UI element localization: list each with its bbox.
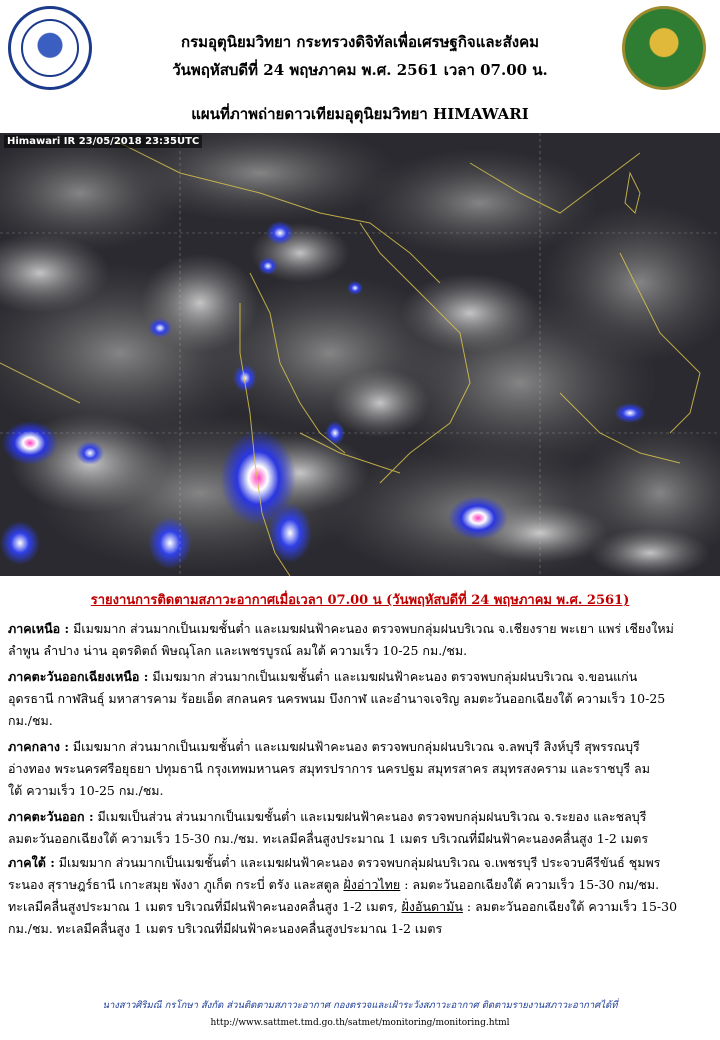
region-north-text-2: ลำพูน ลำปาง น่าน อุตรดิตถ์ พิษณุโลก และเพชรบูรณ์ ลมใต้ ความเร็ว 10-25 กม./ชม. [8, 643, 468, 658]
monitoring-url-link[interactable]: http://www.sattmet.tmd.go.th/satmet/monitoring/monitoring.html [210, 1018, 510, 1028]
region-east-text-2: ลมตะวันออกเฉียงใต้ ความเร็ว 15-30 กม./ชม. ทะเลมีคลื่นสูงประมาณ 1 เมตร บริเวณที่มีฝนฟ้าคะนองคลื่นสูง 1-2 เมตร [8, 831, 649, 846]
report-credit: นางสาวศิริมณี กรโกษา สังกัด ส่วนติดตามสภาวะอากาศ กองตรวจและเฝ้าระวังสภาวะอากาศ ติดตามรายงานสภาวะอากาศได้ที่ [102, 1000, 618, 1011]
region-south [8, 852, 712, 940]
header-organization: กรมอุตุนิยมวิทยา กระทรวงดิจิทัลเพื่อเศรษฐกิจและสังคม [180, 33, 540, 51]
region-east-label: ภาคตะวันออก : [8, 809, 94, 824]
region-north-text-1: มีเมฆมาก ส่วนมากเป็นเมฆชั้นต่ำ และเมฆฝนฟ้าคะนอง ตรวจพบกลุ่มฝนบริเวณ จ.เชียงราย พะเยา แพร่ เชียงใหม่ [69, 621, 674, 636]
region-south-text-2a: ระนอง สุราษฎร์ธานี เกาะสมุย พังงา ภูเก็ต กระบี่ ตรัง และสตูล [8, 877, 344, 892]
region-central-text-2: อ่างทอง พระนครศรีอยุธยา ปทุมธานี กรุงเทพมหานคร สมุทรปราการ นครปฐม สมุทรสาคร สมุทรสงคราม และราชบุรี ลม [8, 761, 650, 776]
andaman-sea-label: ฝั่งอันดามัน [401, 899, 463, 914]
region-central-text-3: ใต้ ความเร็ว 10-25 กม./ชม. [8, 783, 164, 798]
region-northeast-text-1: มีเมฆมาก ส่วนมากเป็นเมฆชั้นต่ำ และเมฆฝนฟ้าคะนอง ตรวจพบกลุ่มฝนบริเวณ จ.ขอนแก่น [148, 669, 638, 684]
region-south-text-3b: : ลมตะวันออกเฉียงใต้ ความเร็ว 15-30 [462, 899, 678, 914]
region-central [8, 736, 712, 802]
gulf-of-thailand-label: ฝั่งอ่าวไทย [343, 877, 401, 892]
region-northeast-text-3: กม./ชม. [8, 713, 53, 728]
region-east [8, 806, 712, 850]
satellite-ir-image [0, 133, 720, 576]
region-south-text-3a: ทะเลมีคลื่นสูงประมาณ 1 เมตร บริเวณที่มีฝนฟ้าคะนองคลื่นสูง 1-2 เมตร, [8, 899, 402, 914]
satellite-timestamp-label: Himawari IR 23/05/2018 23:35UTC [4, 135, 202, 148]
region-east-text-1: มีเมฆเป็นส่วน ส่วนมากเป็นเมฆชั้นต่ำ และเมฆฝนฟ้าคะนอง ตรวจพบกลุ่มฝนบริเวณ จ.ระยอง และชลบุรี [93, 809, 647, 824]
region-north [8, 618, 712, 662]
region-south-label: ภาคใต้ : [8, 855, 55, 870]
region-northeast-text-2: อุดรธานี กาฬสินธุ์ มหาสารคาม ร้อยเอ็ด สกลนคร นครพนม บึงกาฬ และอำนาจเจริญ ลมตะวันออกเฉียงใต้ ความเร็ว 10-25 [8, 691, 666, 706]
region-south-text-4: กม./ชม. ทะเลมีคลื่นสูง 1 เมตร บริเวณที่มีฝนฟ้าคะนองคลื่นสูงประมาณ 1-2 เมตร [8, 921, 443, 936]
region-central-label: ภาคกลาง : [8, 739, 69, 754]
region-northeast-label: ภาคตะวันออกเฉียงเหนือ : [8, 669, 149, 684]
region-south-text-2b: : ลมตะวันออกเฉียงใต้ ความเร็ว 15-30 กม/ชม. [400, 877, 660, 892]
header-date: วันพฤหัสบดีที่ 24 พฤษภาคม พ.ศ. 2561 เวลา 07.00 น. [172, 61, 548, 79]
region-northeast [8, 666, 712, 732]
report-title: รายงานการติดตามสภาวะอากาศเมื่อเวลา 07.00 น (วันพฤหัสบดีที่ 24 พฤษภาคม พ.ศ. 2561) [90, 593, 630, 608]
header [0, 0, 720, 100]
satellite-image [0, 133, 720, 576]
region-north-label: ภาคเหนือ : [8, 621, 70, 636]
region-south-text-1: มีเมฆมาก ส่วนมากเป็นเมฆชั้นต่ำ และเมฆฝนฟ้าคะนอง ตรวจพบกลุ่มฝนบริเวณ จ.เพชรบุรี ประจวบคีรีขันธ์ ชุมพร [54, 855, 661, 870]
map-title: แผนที่ภาพถ่ายดาวเทียมอุตุนิยมวิทยา HIMAWARI [191, 105, 529, 123]
region-central-text-1: มีเมฆมาก ส่วนมากเป็นเมฆชั้นต่ำ และเมฆฝนฟ้าคะนอง ตรวจพบกลุ่มฝนบริเวณ จ.ลพบุรี สิงห์บุรี สุพรรณบุรี [68, 739, 640, 754]
